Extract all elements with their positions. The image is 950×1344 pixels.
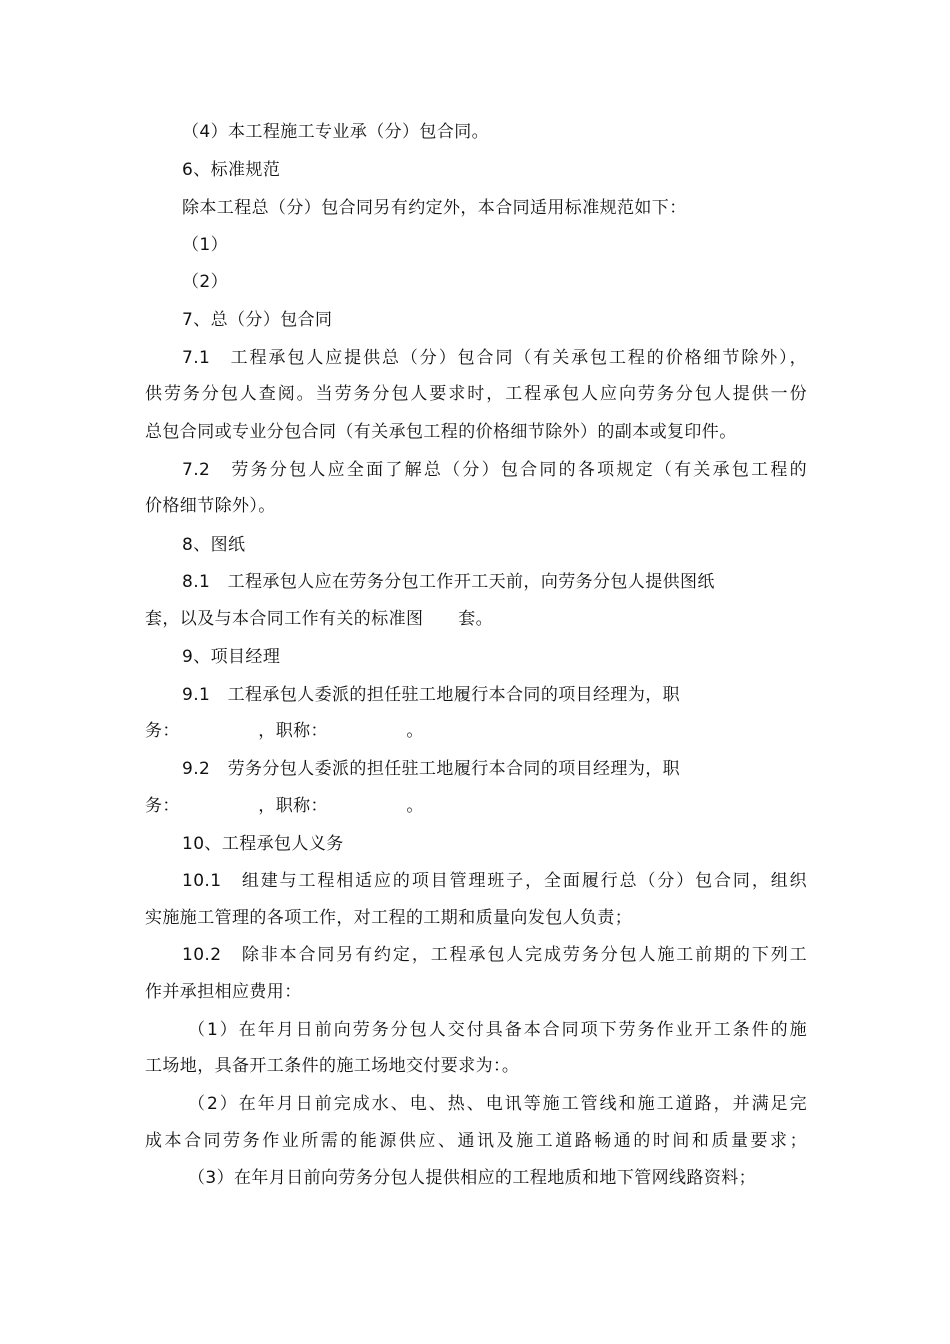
clause-line: 务： ，职称： 。 — [145, 796, 424, 816]
clause-line: 10.1 组建与工程相适应的项目管理班子，全面履行总（分）包合同，组织 — [182, 871, 807, 891]
section-heading-standards: 6、标准规范 — [182, 160, 281, 180]
clause-line: 9.1 工程承包人委派的担任驻工地履行本合同的项目经理为，职 — [182, 685, 681, 705]
list-item: （1） — [182, 235, 229, 255]
clause-line: 工场地，具备开工条件的施工场地交付要求为：。 — [145, 1056, 520, 1076]
clause-line: 成本合同劳务作业所需的能源供应、通讯及施工道路畅通的时间和质量要求； — [145, 1131, 807, 1151]
clause-line: 7.2 劳务分包人应全面了解总（分）包合同的各项规定（有关承包工程的 — [182, 460, 807, 480]
section-heading-manager: 9、项目经理 — [182, 647, 281, 667]
section-heading-contract: 7、总（分）包合同 — [182, 310, 333, 330]
clause-line: （4）本工程施工专业承（分）包合同。 — [182, 122, 490, 142]
clause-line: 9.2 劳务分包人委派的担任驻工地履行本合同的项目经理为，职 — [182, 759, 681, 779]
clause-line: 套，以及与本合同工作有关的标准图 套。 — [145, 609, 493, 629]
clause-line: 价格细节除外）。 — [145, 496, 276, 516]
clause-line: 总包合同或专业分包合同（有关承包工程的价格细节除外）的副本或复印件。 — [145, 422, 737, 442]
list-item: （1）在年月日前向劳务分包人交付具备本合同项下劳务作业开工条件的施 — [188, 1020, 807, 1040]
list-item: （2）在年月日前完成水、电、热、电讯等施工管线和施工道路，并满足完 — [188, 1094, 807, 1114]
clause-line: 除本工程总（分）包合同另有约定外，本合同适用标准规范如下： — [182, 198, 687, 218]
clause-line: 8.1 工程承包人应在劳务分包工作开工天前，向劳务分包人提供图纸 — [182, 572, 715, 592]
clause-line: 10.2 除非本合同另有约定，工程承包人完成劳务分包人施工前期的下列工 — [182, 945, 807, 965]
clause-line: 作并承担相应费用： — [145, 982, 302, 1002]
section-heading-obligations: 10、工程承包人义务 — [182, 834, 344, 854]
clause-line: 实施施工管理的各项工作，对工程的工期和质量向发包人负责； — [145, 908, 633, 928]
section-heading-drawings: 8、图纸 — [182, 535, 246, 555]
list-item: （2） — [182, 272, 229, 292]
clause-line: 7.1 工程承包人应提供总（分）包合同（有关承包工程的价格细节除外）， — [182, 348, 807, 368]
clause-line: 供劳务分包人查阅。当劳务分包人要求时，工程承包人应向劳务分包人提供一份 — [145, 384, 807, 404]
list-item: （3）在年月日前向劳务分包人提供相应的工程地质和地下管网线路资料； — [188, 1168, 757, 1188]
clause-line: 务： ，职称： 。 — [145, 721, 424, 741]
